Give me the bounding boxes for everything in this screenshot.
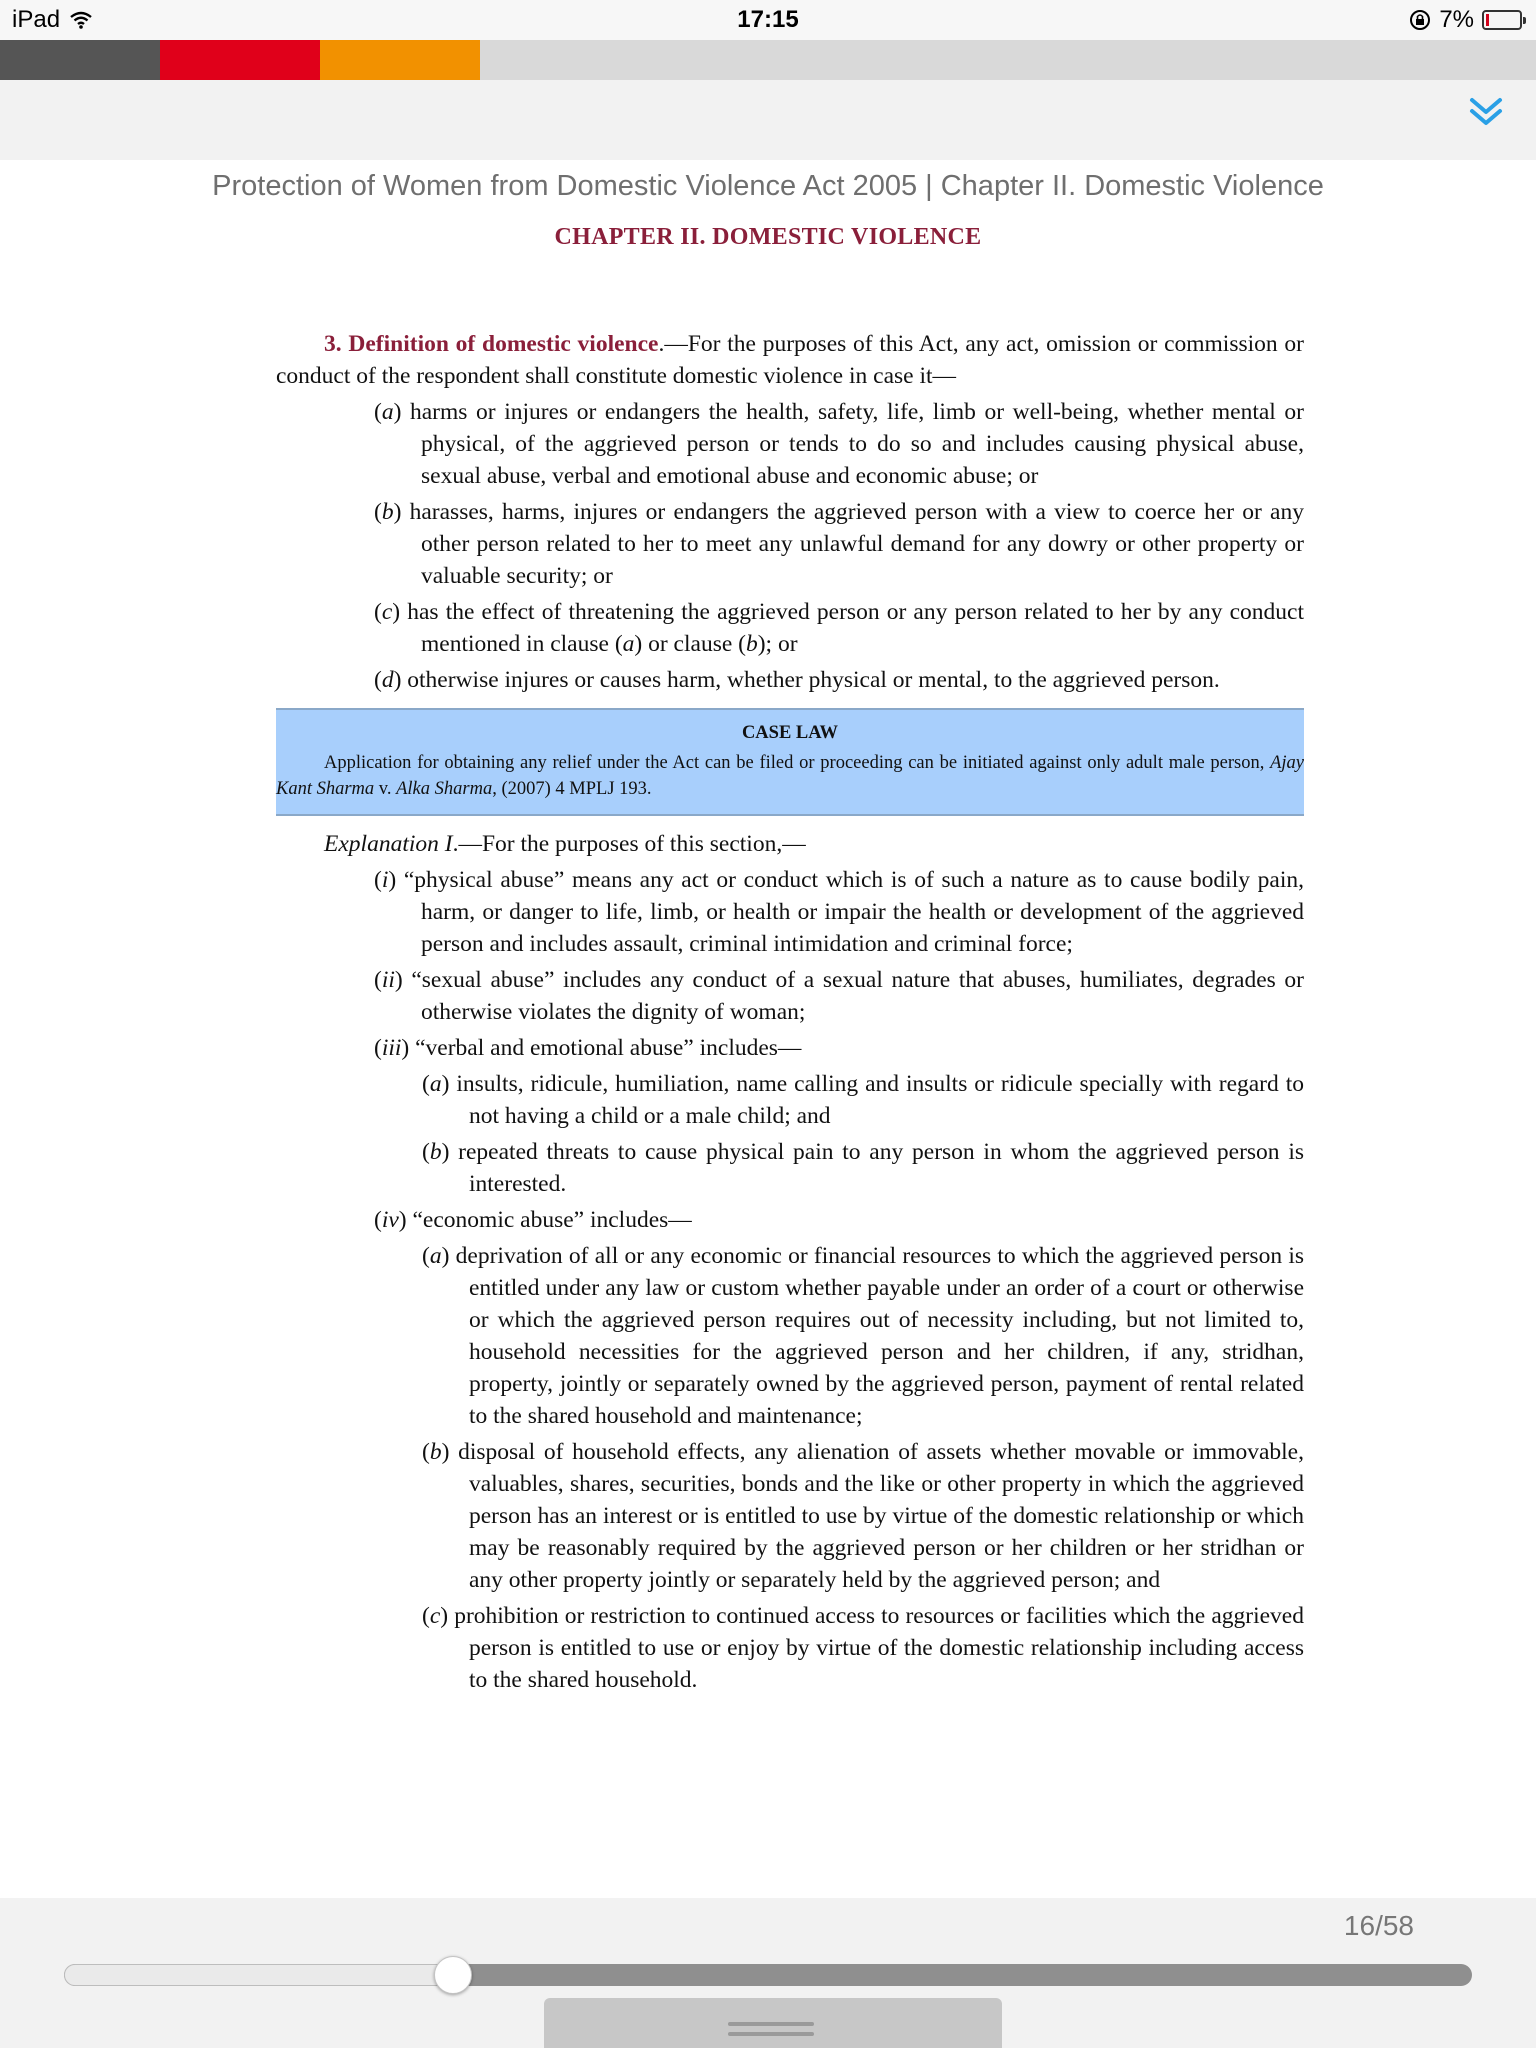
- device-label: iPad: [12, 6, 61, 33]
- collapse-chevron-icon[interactable]: [1466, 92, 1506, 132]
- chapter-color-strip: [0, 40, 1536, 80]
- status-right: [1409, 6, 1522, 34]
- page-slider-thumb[interactable]: [434, 1956, 472, 1994]
- clause-d: (d) otherwise injures or causes harm, whether physical or mental, to the aggrieved person.: [374, 667, 1220, 693]
- clause-c: (c) has the effect of threatening the aggrieved person or any person related to her by any conduct mentioned in clause (a) or clause (b); or: [374, 599, 1304, 657]
- status-bar: [0, 0, 1536, 40]
- section-title: 3. Definition of domestic violence: [324, 331, 659, 357]
- page-indicator: 16/58: [1343, 1910, 1414, 1941]
- explanation-item-iv-b: (b) disposal of household effects, any alienation of assets whether movable or immovable, valuables, shares, securities, bonds and the like or other property in which the aggrieved person has an interest or is entitled to use by virtue of the domestic relationship or which may be reasonably required by the aggrieved person or her children or her stridhan or any other property jointly or separately held by the aggrieved person; and: [422, 1439, 1304, 1593]
- explanation-item-i: (i) “physical abuse” means any act or conduct which is of such a nature as to cause bodily pain, harm, or danger to life, limb, or health or impair the health or development of the aggrieved person and includes assault, criminal intimidation and criminal force;: [374, 867, 1304, 957]
- running-head: Protection of Women from Domestic Violence Act 2005 | Chapter II. Domestic Violence: [212, 170, 1324, 202]
- explanation-item-iii-a: (a) insults, ridicule, humiliation, name calling and insults or ridicule specially with regard to not having a child or a male child; and: [422, 1071, 1304, 1129]
- explanation-item-iii: (iii) “verbal and emotional abuse” includes—: [374, 1035, 802, 1061]
- case-law-heading: CASE LAW: [741, 723, 839, 743]
- page-navigation-bar: [0, 1898, 1536, 2048]
- battery-icon: [1482, 10, 1522, 30]
- grip-line: [728, 2022, 814, 2026]
- case-law-box: [276, 708, 1304, 816]
- status-time: 17:15: [737, 6, 799, 33]
- clause-a: (a) harms or injures or endangers the health, safety, life, limb or well-being, whether mental or physical, of the aggrieved person or tends to do so and includes causing physical abuse, sexual abuse, verbal and emotional abuse and economic abuse; or: [374, 399, 1304, 489]
- explanation-intro: Explanation I.—For the purposes of this section,—: [324, 831, 806, 857]
- page-slider[interactable]: [64, 1964, 1472, 1986]
- orientation-lock-icon: [1409, 9, 1431, 31]
- explanation-item-iv: (iv) “economic abuse” includes—: [374, 1207, 692, 1233]
- explanation-item-ii: (ii) “sexual abuse” includes any conduct of a sexual nature that abuses, humiliates, degrades or otherwise violates the dignity of woman;: [374, 967, 1304, 1025]
- case-law-text: Application for obtaining any relief under the Act can be filed or proceeding can be initiated against only adult male person, Ajay Kant Sharma v. Alka Sharma, (2007) 4 MPLJ 193.: [276, 753, 1304, 799]
- explanation-item-iv-c: (c) prohibition or restriction to continued access to resources or facilities which the aggrieved person is entitled to use or enjoy by virtue of the domestic relationship including access to the shared household.: [422, 1603, 1304, 1693]
- color-tab-3[interactable]: [320, 40, 480, 80]
- bottom-drawer-handle[interactable]: [544, 1998, 1002, 2048]
- explanation-item-iv-a: (a) deprivation of all or any economic or financial resources to which the aggrieved person is entitled under any law or custom whether payable under an order of a court or otherwise or which the aggrieved person requires out of necessity including, but not limited to, household necessities for the aggrieved person and her children, if any, stridhan, property, jointly or separately owned by the aggrieved person, payment of rental related to the shared household and maintenance;: [422, 1243, 1304, 1429]
- color-tab-2[interactable]: [160, 40, 320, 80]
- chapter-title: CHAPTER II. DOMESTIC VIOLENCE: [554, 224, 982, 250]
- section-3-intro: 3. Definition of domestic violence.—For the purposes of this Act, any act, omission or commission or conduct of the respondent shall constitute domestic violence in case it—: [276, 331, 1304, 389]
- reader-toolbar: [0, 80, 1536, 160]
- page-slider-progress: [64, 1964, 453, 1986]
- document-body: [276, 328, 1304, 1696]
- battery-percent: 7%: [1439, 6, 1474, 33]
- clause-b: (b) harasses, harms, injures or endangers the aggrieved person with a view to coerce her or any other person related to her to meet any unlawful demand for any dowry or other property or valuable security; or: [374, 499, 1304, 589]
- explanation-item-iii-b: (b) repeated threats to cause physical pain to any person in whom the aggrieved person is interested.: [422, 1139, 1304, 1197]
- grip-line: [728, 2032, 814, 2036]
- color-tab-1[interactable]: [0, 40, 160, 80]
